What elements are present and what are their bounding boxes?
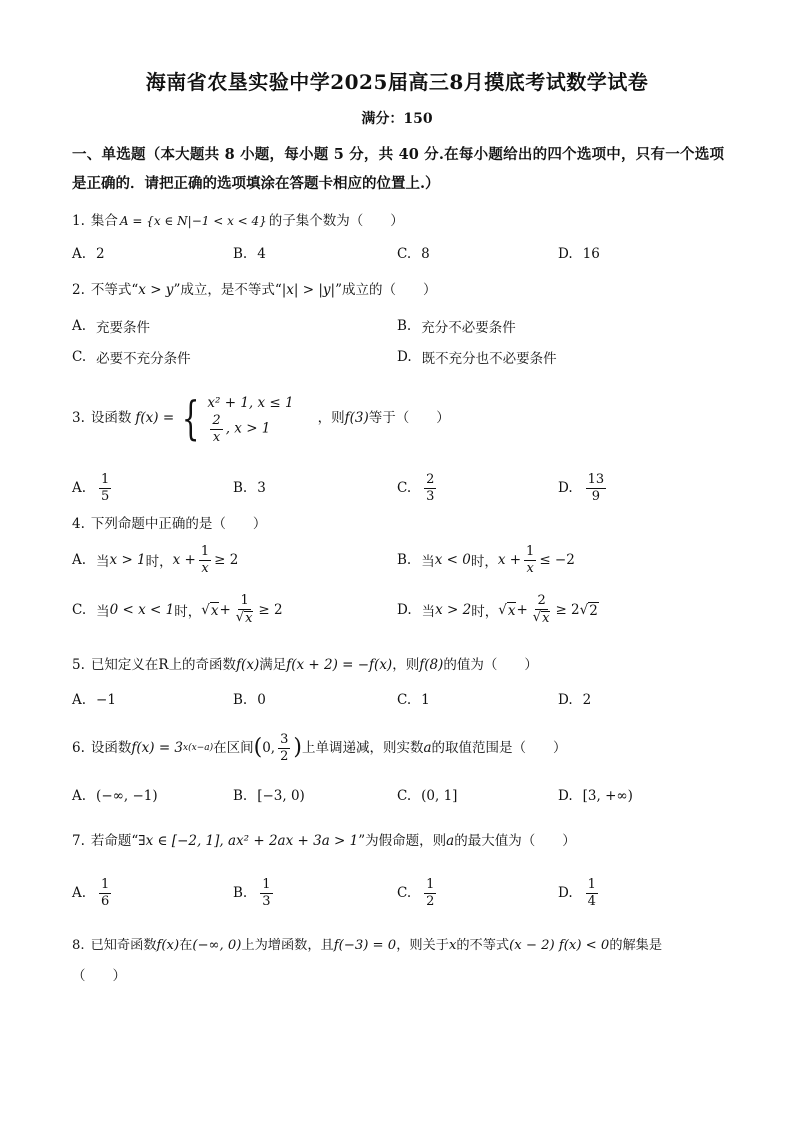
option-b	[233, 468, 266, 508]
option-text: 2	[212, 413, 221, 428]
piecewise-brace: {	[181, 391, 200, 446]
option-text: 8	[421, 246, 430, 262]
option-c	[72, 590, 283, 630]
stem-text: ，则关于	[396, 938, 449, 953]
question-8	[72, 936, 724, 986]
function-name: f(x) =	[135, 410, 175, 427]
option-label: B.	[233, 788, 248, 804]
interval-end	[278, 733, 290, 763]
stem-text: ，则	[317, 410, 345, 427]
stem-text: 在	[179, 938, 193, 953]
option-text: 3	[257, 480, 266, 496]
math-expr: a	[446, 833, 455, 849]
option-label: C.	[397, 788, 412, 804]
option-c	[397, 680, 430, 720]
option-text: 1	[200, 543, 210, 559]
option-text: 6	[101, 893, 110, 909]
option-c	[72, 337, 191, 377]
option-text: 时，	[145, 554, 173, 570]
option-a	[72, 776, 158, 816]
answer-paren: （ ）	[72, 968, 126, 984]
question-number: 5.	[72, 657, 85, 673]
option-b	[397, 540, 575, 580]
option-label: A.	[72, 318, 87, 334]
option-text: x > 2	[435, 602, 472, 618]
option-text: 1	[240, 593, 249, 609]
option-text: 时，	[471, 604, 499, 620]
stem-text: 上单调递减，则实数	[301, 740, 424, 757]
paren-open: (	[253, 735, 263, 761]
question-1	[72, 211, 724, 231]
option-label: B.	[233, 480, 248, 496]
option-text	[424, 473, 436, 503]
stem-text: 的值为（ ）	[443, 657, 538, 673]
option-label: A.	[72, 552, 87, 568]
option-label: C.	[72, 602, 87, 618]
exponent: x(x−a)	[183, 743, 214, 754]
option-text: 2	[589, 602, 598, 619]
option-text: 充要条件	[96, 320, 151, 336]
option-text: −1	[96, 692, 116, 708]
option-text: 时，	[174, 604, 202, 620]
question-7	[72, 831, 724, 851]
option-text: x	[526, 560, 534, 576]
math-expr: f(x)	[156, 938, 180, 953]
option-label: D.	[397, 602, 412, 618]
option-text	[99, 878, 111, 908]
option-a	[72, 680, 116, 720]
option-text	[199, 545, 211, 575]
option-label: D.	[558, 246, 573, 262]
option-a	[72, 234, 105, 274]
math-expr: f(8)	[419, 657, 444, 673]
option-text: √	[579, 601, 589, 618]
question-4	[72, 514, 724, 534]
option-text: x > 1	[109, 552, 146, 568]
math-expr: R	[158, 657, 169, 673]
option-text: 16	[582, 246, 600, 262]
question-number: 6.	[72, 740, 85, 757]
option-text: √	[235, 610, 245, 625]
option-text: 1	[526, 543, 535, 559]
stem-text: 的解集是	[609, 938, 663, 953]
option-text: ≥ 2	[555, 602, 580, 618]
option-text	[234, 594, 256, 625]
option-b	[233, 680, 266, 720]
options-q4-row2	[72, 590, 724, 630]
option-c	[397, 776, 457, 816]
math-expr: x	[448, 938, 457, 953]
set-expression: A = {x ∈ N|−1 < x < 4}	[119, 214, 267, 228]
option-text: x	[542, 611, 550, 626]
option-text: 1	[101, 876, 110, 892]
stem-text: ，则	[392, 657, 420, 673]
option-text: 4	[257, 246, 266, 262]
option-label: C.	[397, 246, 412, 262]
option-text	[531, 594, 553, 625]
options-q6	[72, 776, 724, 816]
option-a	[72, 468, 114, 508]
question-number: 8.	[72, 938, 85, 953]
option-label: B.	[397, 552, 412, 568]
option-label: B.	[397, 318, 412, 334]
option-text: 充分不必要条件	[421, 320, 516, 336]
option-text	[586, 473, 607, 503]
option-text: √	[498, 601, 507, 618]
question-5	[72, 655, 724, 675]
option-text: x +	[497, 552, 522, 568]
option-text	[586, 878, 598, 908]
option-text: 当	[421, 554, 435, 570]
option-text: ≥ 2	[214, 552, 239, 568]
option-d	[558, 873, 601, 913]
options-q7	[72, 873, 724, 913]
option-text: 1	[101, 471, 110, 487]
option-d	[558, 776, 633, 816]
exam-title: 海南省农垦实验中学2025届高三8月摸底考试数学试卷	[145, 70, 649, 94]
question-number: 3.	[72, 410, 85, 427]
option-d	[397, 337, 557, 377]
option-c	[397, 234, 430, 274]
option-text: 2	[537, 593, 546, 609]
math-expr: f(x + 2) = −f(x)	[286, 657, 393, 673]
math-expr: f(3)	[344, 410, 369, 427]
option-text: 5	[101, 488, 110, 504]
option-text: 当	[421, 604, 436, 620]
option-a	[72, 873, 114, 913]
stem-text: 若命题“	[90, 833, 139, 849]
option-text: 必要不充分条件	[96, 351, 191, 367]
option-text: 既不充分也不必要条件	[421, 351, 557, 367]
math-expr: (−∞, 0)	[192, 938, 242, 953]
case-1: x² + 1, x ≤ 1	[207, 395, 294, 411]
stem-text: 不等式“	[90, 282, 139, 298]
option-text: 1	[262, 876, 271, 892]
math-expr: f(−3) = 0	[333, 938, 397, 953]
stem-text: 上的奇函数	[168, 657, 237, 673]
option-text	[201, 602, 219, 619]
stem-text: 的最大值为（ ）	[454, 833, 576, 849]
option-text: √	[201, 601, 210, 618]
option-c	[397, 873, 439, 913]
option-label: D.	[558, 788, 573, 804]
option-text: x	[507, 602, 516, 619]
option-d	[558, 680, 591, 720]
option-text: 1	[426, 876, 435, 892]
option-text	[498, 602, 516, 619]
option-text: +	[219, 602, 231, 618]
option-text	[234, 610, 256, 626]
option-text: 0 < x < 1	[109, 602, 175, 618]
math-expr: |x| > |y|	[281, 282, 336, 298]
option-label: B.	[233, 246, 248, 262]
option-label: C.	[397, 692, 412, 708]
options-q4-row1	[72, 540, 724, 580]
option-text: 2	[426, 471, 435, 487]
option-text	[580, 602, 599, 619]
section-instruction: 一、单选题（本大题共 8 小题，每小题 5 分，共 40 分.在每小题给出的四个选项中，只有一个选项是正确的．请把正确的选项填涂在答题卡相应的位置上.）	[72, 146, 724, 192]
stem-text: 已知定义在	[90, 657, 159, 673]
option-text: 13	[587, 471, 605, 487]
question-number: 2.	[72, 282, 85, 298]
option-text	[524, 545, 536, 575]
question-2	[72, 280, 724, 300]
stem-text: 上为增函数，且	[241, 938, 334, 953]
question-number: 4.	[72, 516, 85, 532]
option-a	[72, 540, 238, 580]
option-d	[397, 590, 599, 630]
stem-text: 在区间	[213, 740, 254, 757]
option-label: C.	[397, 885, 412, 901]
stem-text: ”成立，是不等式“	[173, 282, 282, 298]
paren-close: )	[293, 735, 302, 761]
interval-start: 0,	[262, 740, 276, 757]
option-label: A.	[72, 788, 87, 804]
math-expr: f(x)	[236, 657, 260, 673]
stem-text: 的取值范围是（ ）	[431, 740, 567, 757]
stem-text: ”为假命题，则	[358, 833, 447, 849]
options-q5	[72, 680, 724, 720]
option-text: 时，	[470, 554, 498, 570]
option-b	[233, 776, 305, 816]
full-score: 满分：150	[361, 111, 433, 127]
option-d	[558, 234, 600, 274]
case-2: $\frac{2}{x}$ , x > 1	[212, 413, 271, 445]
option-text: 2	[96, 246, 105, 262]
option-text: x	[245, 611, 253, 626]
option-text: 2	[582, 692, 592, 708]
option-text: [3, +∞)	[582, 788, 633, 804]
option-text: (0, 1]	[421, 788, 458, 804]
option-label: D.	[558, 692, 573, 708]
question-number: 7.	[72, 833, 85, 849]
option-text: x	[212, 429, 221, 445]
stem-text: 集合	[90, 213, 118, 229]
option-text: 当	[96, 604, 110, 620]
option-text: 3	[262, 893, 271, 909]
option-b	[233, 234, 266, 274]
option-text: (−∞, −1)	[96, 788, 158, 804]
option-label: C.	[397, 480, 412, 496]
option-text: +	[516, 602, 528, 618]
stem-text: 的子集个数为（ ）	[268, 213, 404, 229]
option-text: 1	[587, 876, 596, 892]
stem-text: 设函数	[90, 410, 132, 427]
option-label: D.	[558, 885, 573, 901]
option-text: x	[201, 560, 209, 576]
option-label: D.	[397, 349, 412, 365]
option-text: √	[532, 610, 542, 625]
option-label: A.	[72, 480, 87, 496]
option-text	[260, 878, 272, 908]
option-text: 0	[257, 692, 266, 708]
option-label: A.	[72, 246, 87, 262]
piecewise-cases	[207, 392, 293, 444]
option-b	[233, 873, 276, 913]
math-expr: ∃x ∈ [−2, 1], ax² + 2ax + 3a > 1	[138, 833, 359, 849]
option-label: C.	[72, 349, 87, 365]
option-d	[558, 468, 609, 508]
math-expr: (x − 2) f(x) < 0	[509, 938, 610, 953]
option-label: A.	[72, 692, 87, 708]
option-text: 2	[280, 748, 289, 764]
option-text: 9	[591, 488, 601, 504]
stem-text: ”成立的（ ）	[335, 282, 437, 298]
option-text: 2	[426, 893, 435, 909]
option-label: B.	[233, 885, 248, 901]
option-label: A.	[72, 885, 87, 901]
option-text	[99, 473, 111, 503]
question-number: 1.	[72, 213, 85, 229]
options-q1	[72, 234, 724, 274]
option-text: 3	[426, 488, 435, 504]
options-q3	[72, 468, 724, 508]
option-text: x +	[172, 552, 196, 568]
option-text: 1	[421, 692, 430, 708]
stem-text: 的不等式	[456, 938, 510, 953]
option-label: B.	[233, 692, 248, 708]
option-text	[424, 878, 436, 908]
option-text: x	[210, 602, 219, 619]
question-3	[72, 392, 724, 444]
option-text: [−3, 0)	[257, 788, 305, 804]
option-text: 当	[96, 554, 110, 570]
stem-text: 设函数	[90, 740, 132, 757]
option-text: ≥ 2	[258, 602, 283, 618]
math-expr: a	[423, 740, 432, 757]
stem-text: 下列命题中正确的是（ ）	[90, 516, 267, 532]
option-text: 3	[280, 732, 289, 747]
option-text: x < 0	[434, 552, 471, 568]
option-text: 4	[587, 893, 596, 909]
option-label: D.	[558, 480, 573, 496]
question-6	[72, 733, 724, 763]
stem-text: 满足	[259, 657, 287, 673]
option-text	[531, 610, 553, 626]
math-expr: f(x) = 3	[131, 740, 184, 757]
option-c	[397, 468, 439, 508]
stem-text: 等于（ ）	[368, 410, 450, 427]
math-expr: x > y	[138, 282, 174, 298]
options-q2-row2	[72, 337, 724, 377]
stem-text: 已知奇函数	[90, 938, 157, 953]
option-text: ≤ −2	[539, 552, 575, 568]
